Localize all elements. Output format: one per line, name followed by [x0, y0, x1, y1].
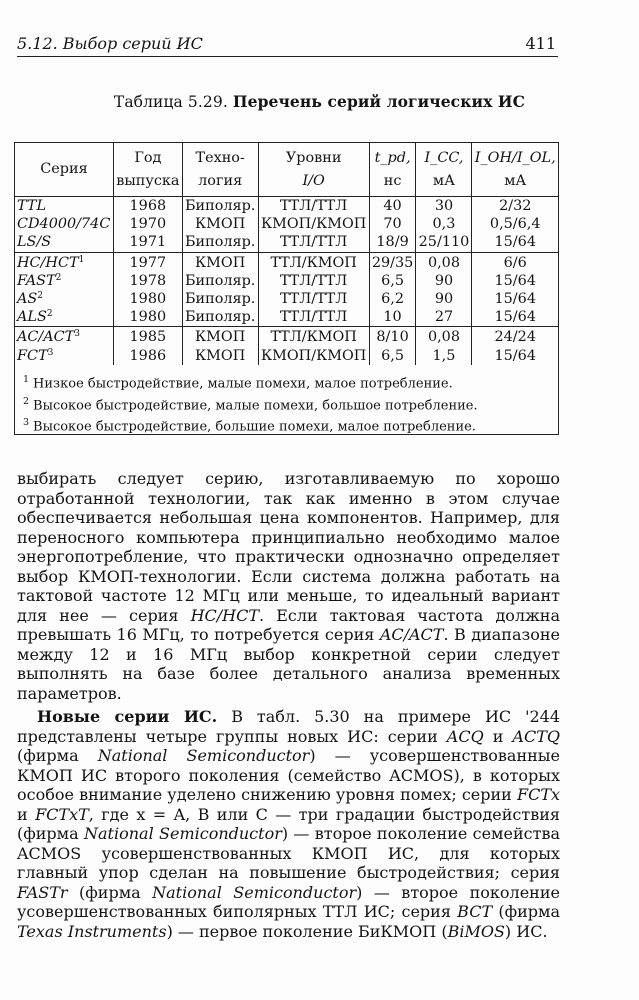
- table-cell: КМОП/КМОП: [258, 347, 369, 365]
- table-row: [15, 347, 558, 365]
- table-cell: КМОП: [182, 252, 258, 272]
- footnote: $^2$ Высокое быстродействие, малые помехи, большое потребление.: [23, 395, 478, 413]
- column-header: Техно- логия: [182, 143, 258, 197]
- footnote: $^1$ Низкое быстродействие, малые помехи, малое потребление.: [23, 373, 453, 392]
- table-cell: 1986: [114, 347, 183, 365]
- footnote: $^3$ Высокое быстродействие, большие помехи, малое потребление.: [23, 417, 476, 435]
- table-body: [15, 197, 558, 365]
- table-cell: 1977: [114, 252, 183, 272]
- table-row: [15, 197, 558, 216]
- table-cell: 18/9: [369, 233, 416, 252]
- table-caption-title: Перечень серий логических ИС: [232, 92, 526, 111]
- body-text: [17, 469, 560, 941]
- footnote-mark: 3: [74, 329, 80, 340]
- table-row: [15, 308, 558, 327]
- table-cell: 15/64: [472, 233, 558, 252]
- series-name-cell: TTL: [17, 198, 47, 214]
- table-caption: [0, 92, 639, 111]
- table-cell: ТТЛ/ТТЛ: [258, 308, 369, 327]
- table-cell: Биполяр.: [182, 290, 258, 308]
- table-row: [15, 290, 558, 308]
- table-row: [15, 327, 558, 347]
- column-header: Серия: [15, 143, 114, 197]
- table-row: [15, 252, 558, 272]
- series-table-grid: [15, 143, 558, 365]
- table-cell: КМОП: [182, 347, 258, 365]
- table-cell: 90: [416, 272, 472, 290]
- series-name-cell: AC/ACT$^3$: [17, 329, 80, 346]
- footnote-mark: 2: [37, 291, 43, 302]
- table-cell: 1971: [114, 233, 183, 252]
- table-cell: ТТЛ/ТТЛ: [258, 290, 369, 308]
- table-cell: Биполяр.: [182, 272, 258, 290]
- table-cell: 8/10: [369, 327, 416, 347]
- table-cell: 1978: [114, 272, 183, 290]
- column-header: t_pd, нс: [369, 143, 416, 197]
- paragraph-1: выбирать следует серию, изготавливаемую по хорошо отработанной технологии, так как именно в этом случае обеспечивается небольшая цена компонентов. Например, для переносного компьютера принципиально необходимо малое энергопотребление, что практически однозначно определяет выбор КМОП-технологии. Если система должна работать на тактовой частоте 12 МГц или меньше, то идеальный вариант для нее — серия HC/HCT. Если тактовая частота должна превышать 16 МГц, то потребуется серия AC/ACT. В диапазоне между 12 и 16 МГц выбор конкретной серии следует выполнять на базе более детального анализа временных параметров.: [17, 469, 561, 703]
- table-cell: 0,08: [416, 327, 472, 347]
- table-cell: 6,5: [369, 272, 416, 290]
- table-cell: 70: [369, 215, 416, 233]
- table-cell: ТТЛ/ТТЛ: [258, 233, 369, 252]
- table-cell: КМОП/КМОП: [258, 215, 369, 233]
- table-cell: 2/32: [472, 197, 558, 216]
- table-cell: 0,3: [416, 215, 472, 233]
- table-cell: Биполяр.: [182, 233, 258, 252]
- table-row: [15, 215, 558, 233]
- series-table: [14, 142, 559, 435]
- table-cell: ТТЛ/ТТЛ: [258, 197, 369, 216]
- table-cell: 1985: [114, 327, 183, 347]
- column-header: I_OH/I_OL, мА: [472, 143, 558, 197]
- table-cell: 15/64: [472, 290, 558, 308]
- table-cell: 1,5: [416, 347, 472, 365]
- table-cell: 40: [369, 197, 416, 216]
- column-header: Год выпуска: [114, 143, 183, 197]
- section-title: 5.12. Выбор серий ИС: [17, 34, 203, 53]
- running-head: [17, 34, 558, 57]
- table-cell: Биполяр.: [182, 197, 258, 216]
- table-cell: 6/6: [472, 252, 558, 272]
- footnote-mark: 1: [78, 254, 85, 265]
- table-footnotes: [15, 365, 558, 436]
- table-cell: ТТЛ/ТТЛ: [258, 272, 369, 290]
- series-name-cell: $AS^2$: [17, 291, 43, 308]
- series-name-cell: HC/HCT$^1$: [17, 254, 85, 271]
- series-name-cell: FAST$^2$: [17, 272, 62, 289]
- table-cell: 25/110: [416, 233, 472, 252]
- footnote-mark: 3: [47, 347, 54, 358]
- column-header: I_CC, мА: [416, 143, 472, 197]
- table-cell: 90: [416, 290, 472, 308]
- paragraph-heading: Новые серии ИС.: [37, 707, 218, 726]
- table-cell: 24/24: [472, 327, 558, 347]
- table-cell: 27: [416, 308, 472, 327]
- table-cell: 0,08: [416, 252, 472, 272]
- table-cell: 6,5: [369, 347, 416, 365]
- series-name-cell: FCT$^3$: [17, 347, 54, 364]
- table-cell: 6,2: [369, 290, 416, 308]
- table-cell: 1968: [114, 197, 183, 216]
- table-cell: ТТЛ/КМОП: [258, 252, 369, 272]
- series-name-cell: ALS$^2$: [15, 308, 114, 327]
- table-cell: 1970: [114, 215, 183, 233]
- footnote-mark: 2: [55, 272, 62, 283]
- table-cell: 15/64: [472, 272, 558, 290]
- series-name-cell: CD4000/74C: [17, 216, 111, 233]
- table-row: [15, 272, 558, 290]
- footnote-mark: 2: [46, 309, 53, 320]
- table-cell: КМОП: [182, 215, 258, 233]
- table-cell: 29/35: [369, 252, 416, 272]
- paragraph-2: Новые серии ИС. В табл. 5.30 на примере ИС '244 представлены четыре группы новых ИС: серии ACQ и ACTQ (фирма National Semiconductor) — усовершенствованные КМОП ИС второго поколения (семейство ACMOS), в которых особое внимание уделено снижению уровня помех; серии FCTx и FCTxT, где x = A, B или C — три градации быстродействия (фирма National Semiconductor) — второе поколение семейства ACMOS усовершенствованных КМОП ИС, для которых главный упор сделан на повышение быстродействия; серия FASTr (фирма National Semiconductor) — второе поколение усовершенствованных биполярных ТТЛ ИС; серия BCT (фирма Texas Instruments) — первое поколение БиКМОП (BiMOS) ИС.: [17, 707, 561, 941]
- table-cell: 10: [369, 308, 416, 327]
- table-cell: 15/64: [472, 347, 558, 365]
- table-cell: ТТЛ/КМОП: [258, 327, 369, 347]
- column-header: Уровни I/O: [258, 143, 369, 197]
- table-cell: 30: [416, 197, 472, 216]
- table-cell: 1980: [114, 290, 183, 308]
- table-cell: 15/64: [472, 308, 558, 327]
- table-caption-prefix: Таблица 5.29.: [113, 93, 228, 111]
- page-number: 411: [525, 34, 556, 53]
- series-name-cell: LS/S: [15, 233, 114, 252]
- table-header-row: [15, 143, 558, 197]
- table-cell: КМОП: [182, 327, 258, 347]
- table-cell: Биполяр.: [182, 308, 258, 327]
- table-row: [15, 233, 558, 252]
- table-cell: 1980: [114, 308, 183, 327]
- table-cell: 0,5/6,4: [472, 215, 558, 233]
